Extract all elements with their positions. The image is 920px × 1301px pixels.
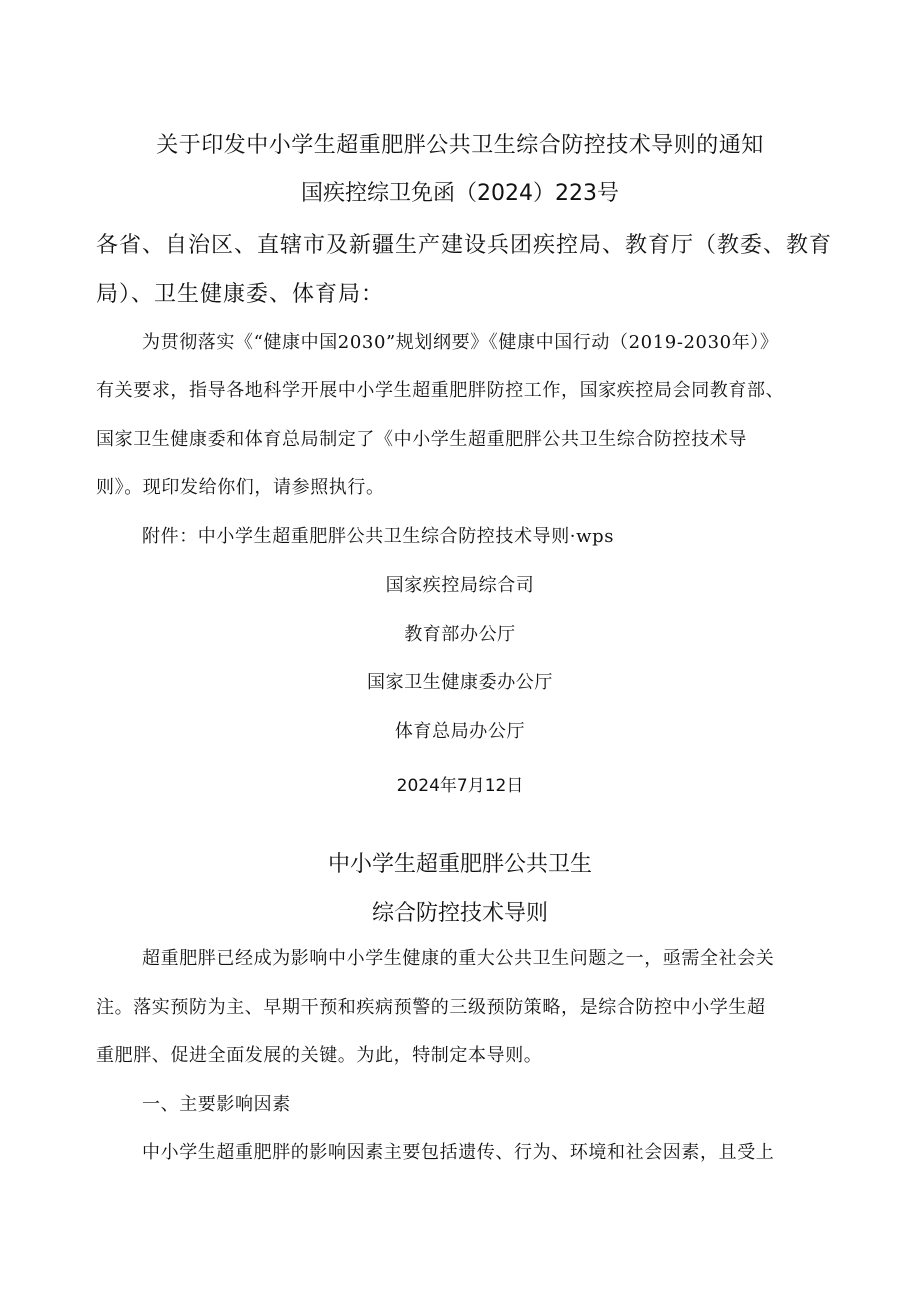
notice-body-line-2: 有关要求，指导各地科学开展中小学生超重肥胖防控工作，国家疾控局会同教育部、 xyxy=(96,380,785,401)
notice-title: 关于印发中小学生超重肥胖公共卫生综合防控技术导则的通知 xyxy=(156,133,764,158)
notice-body-line-1: 为贯彻落实《“健康中国2030”规划纲要》《健康中国行动（2019-2030年）》 xyxy=(142,332,779,353)
section-body-line-1: 中小学生超重肥胖的影响因素主要包括遗传、行为、环境和社会因素，且受上 xyxy=(142,1142,775,1163)
guideline-intro-line-2: 注。落实预防为主、早期干预和疾病预警的三级预防策略，是综合防控中小学生超 xyxy=(96,997,766,1018)
signatory-4: 体育总局办公厅 xyxy=(394,721,526,742)
notice-body-line-3: 国家卫生健康委和体育总局制定了《中小学生超重肥胖公共卫生综合防控技术导 xyxy=(96,429,747,450)
addressee-line-1: 各省、自治区、直辖市及新疆生产建设兵团疾控局、教育厅（教委、教育 xyxy=(96,233,833,258)
notice-date: 2024年7月12日 xyxy=(396,776,524,796)
signatory-2: 教育部办公厅 xyxy=(404,624,516,645)
addressee-line-2: 局）、卫生健康委、体育局： xyxy=(96,282,385,307)
attachment-link[interactable]: 附件：中小学生超重肥胖公共卫生综合防控技术导则·wps xyxy=(142,526,615,547)
guideline-intro-line-3: 重肥胖、促进全面发展的关键。为此，特制定本导则。 xyxy=(96,1045,543,1066)
signatory-3: 国家卫生健康委办公厅 xyxy=(367,672,553,693)
guideline-title-line-1: 中小学生超重肥胖公共卫生 xyxy=(327,852,592,877)
signatory-1: 国家疾控局综合司 xyxy=(385,575,535,596)
section-heading: 一、主要影响因素 xyxy=(142,1094,291,1115)
guideline-intro-line-1: 超重肥胖已经成为影响中小学生健康的重大公共卫生问题之一，亟需全社会关 xyxy=(142,948,775,969)
notice-body-line-4: 则》。现印发给你们，请参照执行。 xyxy=(96,477,385,498)
document-number: 国疾控综卫免函（2024）223号 xyxy=(301,181,619,206)
guideline-title-line-2: 综合防控技术导则 xyxy=(371,901,548,926)
